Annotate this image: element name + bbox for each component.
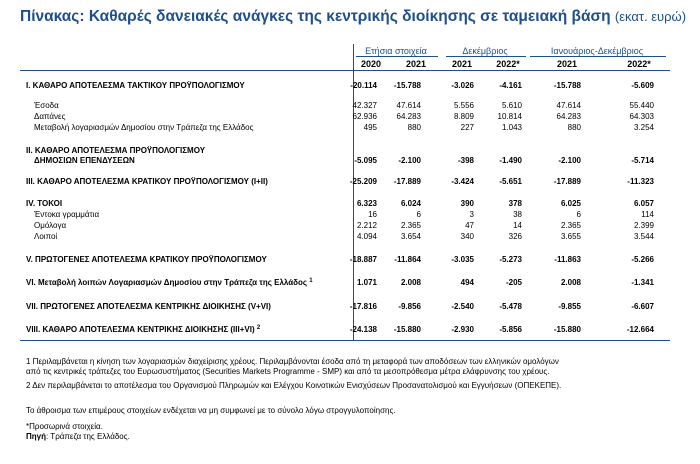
- group-header-jan-dec: Ιανουάριος-Δεκέμβριος: [550, 46, 644, 56]
- cell: -6.607: [631, 302, 654, 311]
- cell: 16: [368, 210, 377, 219]
- group-header-december: Δεκέμβριος: [462, 46, 508, 56]
- row-label: Δαπάνες: [34, 112, 66, 121]
- table-row: [0, 210, 700, 220]
- cell: -15.880: [553, 325, 581, 334]
- cell: 3.254: [633, 123, 654, 132]
- cell: -1.490: [499, 156, 522, 165]
- cell: 1.043: [501, 123, 522, 132]
- table-row: [0, 81, 700, 91]
- source-text: : Τράπεζα της Ελλάδος.: [46, 432, 130, 441]
- year-header: 2022*: [627, 59, 651, 69]
- cell: -20.114: [350, 81, 377, 90]
- cell: -15.788: [553, 81, 581, 90]
- cell: 494: [460, 278, 474, 287]
- cell: -3.026: [451, 81, 474, 90]
- cell: -9.856: [398, 302, 421, 311]
- table-row: [0, 302, 700, 312]
- row-label: Ι. ΚΑΘΑΡΟ ΑΠΟΤΕΛΕΣΜΑ ΤΑΚΤΙΚΟΥ ΠΡΟΫΠΟΛΟΓΙΣΜΟΥ: [26, 81, 245, 90]
- header-rule: [20, 70, 670, 71]
- cell: 64.283: [556, 112, 581, 121]
- cell: 880: [567, 123, 581, 132]
- table-row: [0, 278, 700, 288]
- cell: 38: [513, 210, 522, 219]
- cell: -5.273: [499, 255, 522, 264]
- cell: -2.100: [398, 156, 421, 165]
- group-underline-annual: [356, 56, 438, 57]
- footnote-ref: 2: [256, 325, 261, 331]
- cell: 14: [513, 221, 522, 230]
- cell: 6.024: [400, 199, 421, 208]
- cell: 378: [508, 199, 522, 208]
- year-header: 2021: [556, 59, 578, 69]
- row-label: Έντοκα γραμμάτια: [34, 210, 100, 219]
- cell: -5.651: [499, 177, 522, 186]
- footnote-ref: 1: [309, 278, 313, 284]
- cell: -17.816: [349, 302, 377, 311]
- table-row: [0, 101, 700, 111]
- footer-rule: [20, 340, 670, 341]
- cell: 3.654: [400, 232, 421, 241]
- cell: 3: [469, 210, 474, 219]
- cell: -18.887: [349, 255, 377, 264]
- cell: 2.212: [356, 221, 377, 230]
- cell: -205: [505, 278, 522, 287]
- cell: -25.209: [349, 177, 377, 186]
- cell: 2.008: [560, 278, 581, 287]
- cell: 5.556: [453, 101, 474, 110]
- table-title: [20, 8, 686, 26]
- cell: -4.161: [499, 81, 522, 90]
- cell: -11.864: [394, 255, 421, 264]
- row-label: ΙΙΙ. ΚΑΘΑΡΟ ΑΠΟΤΕΛΕΣΜΑ ΚΡΑΤΙΚΟΥ ΠΡΟΫΠΟΛΟΓΙΣΜΟΥ (Ι+ΙΙ): [26, 177, 268, 186]
- table-row: [0, 255, 700, 265]
- cell: 10.814: [497, 112, 522, 121]
- source-note: [26, 432, 130, 442]
- row-label-text: VΙ. Μεταβολή λοιπών Λογαριασμών Δημοσίου στην Τράπεζα της Ελλάδος: [26, 278, 308, 287]
- cell: -5.478: [499, 302, 522, 311]
- cell: -12.664: [626, 325, 654, 334]
- title-text: Πίνακας: Καθαρές δανειακές ανάγκες της κεντρικής διοίκησης σε ταμειακή βάση: [20, 8, 611, 25]
- cell: 42.327: [352, 101, 377, 110]
- cell: -5.095: [354, 156, 377, 165]
- cell: -2.100: [558, 156, 581, 165]
- year-header: 2020: [360, 59, 382, 69]
- provisional-note: *Προσωρινά στοιχεία.: [26, 422, 103, 431]
- cell: -5.714: [631, 156, 654, 165]
- source-label: Πηγή: [26, 432, 46, 441]
- cell: 6: [416, 210, 421, 219]
- cell: 47.614: [556, 101, 581, 110]
- cell: 114: [641, 210, 654, 219]
- row-label: VΙΙ. ΠΡΩΤΟΓΕΝΕΣ ΑΠΟΤΕΛΕΣΜΑ ΚΕΝΤΡΙΚΗΣ ΔΙΟΙΚΗΣΗΣ (V+VI): [26, 302, 271, 311]
- footnote-1: 1 Περιλαμβάνεται η κίνηση των λογαριασμών διαχείρισης χρέους. Περιλαμβάνονται έσοδα από τη μεταφορά των αποδόσεων των ελληνικών ομολόγων: [26, 357, 559, 366]
- cell: 4.094: [356, 232, 377, 241]
- cell: 227: [460, 123, 474, 132]
- cell: -1.341: [631, 278, 654, 287]
- cell: 2.365: [400, 221, 421, 230]
- row-label: Έσοδα: [34, 101, 59, 110]
- row-label: Ομόλογα: [34, 221, 67, 230]
- cell: 340: [460, 232, 474, 241]
- group-underline-jan-dec: [530, 56, 666, 57]
- cell: 5.610: [501, 101, 522, 110]
- cell: 64.303: [629, 112, 654, 121]
- cell: 3.655: [560, 232, 581, 241]
- row-label-cont: ΔΗΜΟΣΙΩΝ ΕΠΕΝΔΥΣΕΩΝ: [34, 156, 135, 165]
- table-row: [0, 156, 700, 166]
- cell: -398: [457, 156, 474, 165]
- cell: -3.424: [451, 177, 474, 186]
- cell: -24.138: [349, 325, 377, 334]
- table-row: [0, 232, 700, 242]
- row-label: ΙΙ. ΚΑΘΑΡΟ ΑΠΟΤΕΛΕΣΜΑ ΠΡΟΫΠΟΛΟΓΙΣΜΟΥ: [26, 146, 206, 155]
- cell: 3.544: [633, 232, 654, 241]
- cell: -15.880: [393, 325, 421, 334]
- cell: 2.365: [560, 221, 581, 230]
- cell: 880: [407, 123, 421, 132]
- cell: -5.856: [499, 325, 522, 334]
- group-header-annual: Ετήσια στοιχεία: [365, 46, 427, 56]
- cell: 2.399: [633, 221, 654, 230]
- footnote-1-cont: από τις κεντρικές τράπεζες του Ευρωσυστήματος (Securities Markets Programme - SMP) και από τα μεσοπρόθεσμα μέτρα ελάφρυνσης του χρέους.: [26, 367, 550, 376]
- row-label: Λοιποί: [34, 232, 58, 241]
- cell: -17.889: [553, 177, 581, 186]
- row-label-text: VΙΙΙ. ΚΑΘΑΡΟ ΑΠΟΤΕΛΕΣΜΑ ΚΕΝΤΡΙΚΗΣ ΔΙΟΙΚΗΣΗΣ (ΙΙΙ+VI): [26, 325, 255, 334]
- cell: 6: [576, 210, 581, 219]
- cell: -5.609: [631, 81, 654, 90]
- cell: 6.057: [633, 199, 654, 208]
- cell: -3.035: [451, 255, 474, 264]
- cell: -9.855: [558, 302, 581, 311]
- year-header: 2022*: [496, 59, 520, 69]
- cell: 64.283: [396, 112, 421, 121]
- cell: 390: [460, 199, 474, 208]
- cell: -17.889: [393, 177, 421, 186]
- cell: 47.614: [396, 101, 421, 110]
- cell: 62.936: [352, 112, 377, 121]
- cell: -11.863: [554, 255, 581, 264]
- rounding-note: Το άθροισμα των επιμέρους στοιχείων ενδέχεται να μη συμφωνεί με το σύνολο λόγω στρογγυλοποίησης.: [26, 406, 396, 415]
- row-label: ΙV. ΤΟΚΟΙ: [26, 199, 63, 208]
- cell: 6.323: [356, 199, 377, 208]
- cell: 326: [508, 232, 522, 241]
- cell: -15.788: [393, 81, 421, 90]
- table-row: [0, 199, 700, 209]
- cell: 47: [465, 221, 474, 230]
- table-row: [0, 123, 700, 133]
- cell: 1.071: [356, 278, 377, 287]
- row-label: [26, 278, 313, 288]
- cell: 8.809: [453, 112, 474, 121]
- row-label: Μεταβολή λογαριασμών Δημοσίου στην Τράπεζα της Ελλάδος: [34, 123, 254, 132]
- row-label: [26, 325, 260, 335]
- table-row: [0, 177, 700, 187]
- footnote-2: 2 Δεν περιλαμβάνεται το αποτέλεσμα του Οργανισμού Πληρωμών και Ελέγχου Κοινοτικών Ενισχύσεων Προσανατολισμού και Εγγυήσεων (ΟΠΕΚΕΠΕ).: [26, 381, 562, 390]
- cell: 2.008: [400, 278, 421, 287]
- year-header: 2021: [405, 59, 427, 69]
- cell: 6.025: [560, 199, 581, 208]
- year-header: 2021: [451, 59, 473, 69]
- cell: -5.266: [631, 255, 654, 264]
- group-underline-december: [446, 56, 526, 57]
- table-row: [0, 325, 700, 335]
- cell: -11.323: [627, 177, 654, 186]
- cell: 495: [363, 123, 377, 132]
- table-row: [0, 146, 700, 156]
- table-row: [0, 221, 700, 231]
- cell: -2.930: [451, 325, 474, 334]
- table-row: [0, 112, 700, 122]
- cell: 55.440: [629, 101, 654, 110]
- cell: -2.540: [451, 302, 474, 311]
- title-unit: (εκατ. ευρώ): [614, 9, 687, 24]
- row-label: V. ΠΡΩΤΟΓΕΝΕΣ ΑΠΟΤΕΛΕΣΜΑ ΚΡΑΤΙΚΟΥ ΠΡΟΫΠΟΛΟΓΙΣΜΟΥ: [26, 255, 267, 264]
